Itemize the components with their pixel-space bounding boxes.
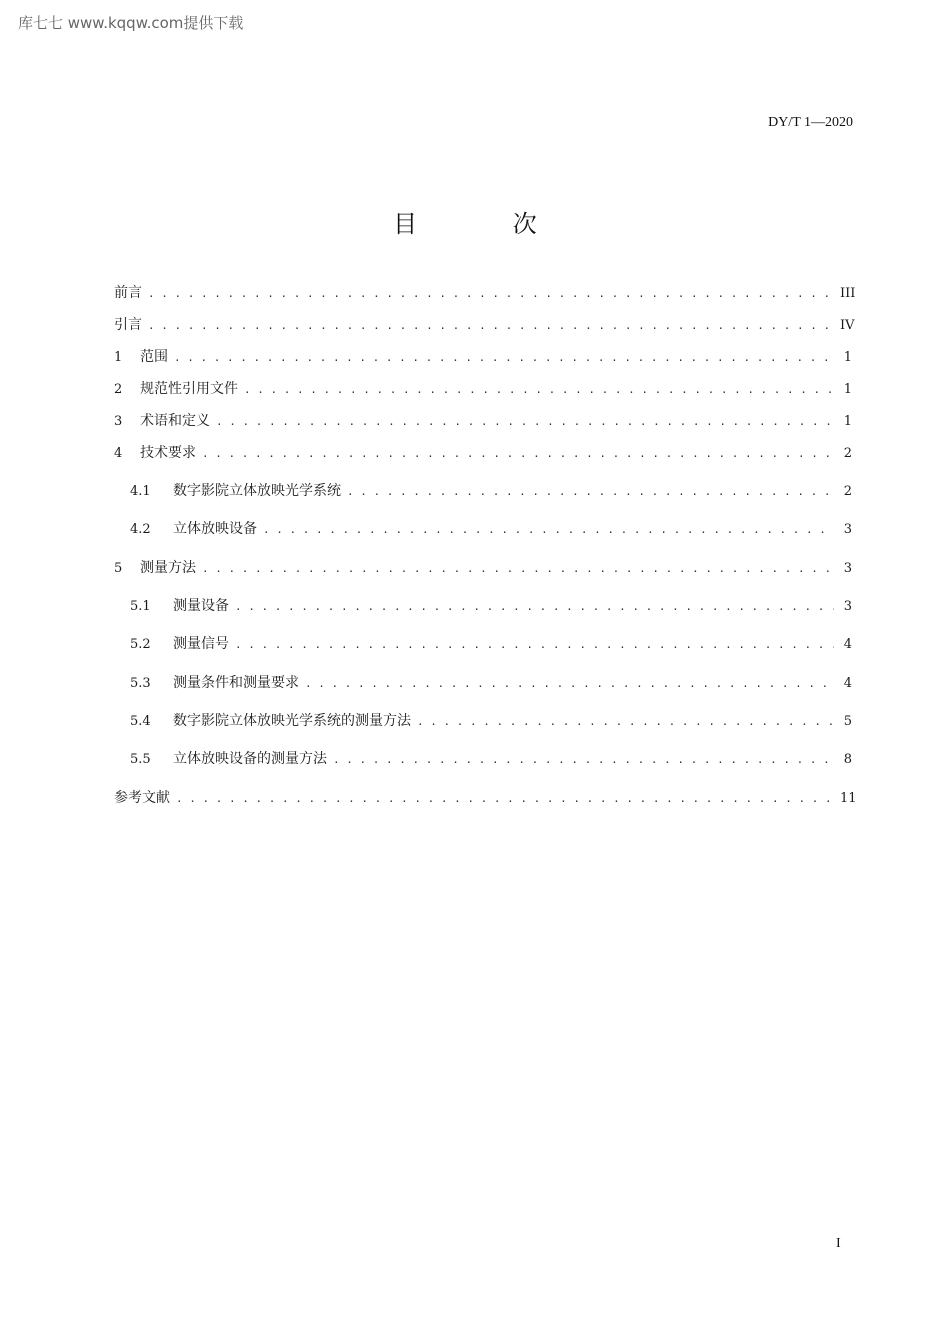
toc-entry-title: 术语和定义 <box>140 413 210 429</box>
toc-entry-page: 3 <box>843 522 852 537</box>
toc-entry[interactable] <box>114 481 852 502</box>
toc-entry-page: 4 <box>843 637 852 652</box>
toc-entry-number: 4 <box>114 446 123 461</box>
toc-entry-number: 5.4 <box>130 714 151 729</box>
toc-dot-leader <box>417 712 834 732</box>
toc-entry-title: 测量方法 <box>140 560 196 576</box>
toc-entry-number: 5.3 <box>130 676 151 691</box>
toc-dot-leader <box>235 635 834 655</box>
page-number: I <box>836 1236 841 1251</box>
toc-entry-title: 规范性引用文件 <box>140 381 238 397</box>
toc-entry-number: 4.1 <box>130 484 151 499</box>
toc-entry[interactable] <box>114 711 852 732</box>
toc-dot-leader <box>202 444 834 464</box>
toc-entry-number: 2 <box>114 382 123 397</box>
toc-entry[interactable] <box>114 558 852 579</box>
toc-dot-leader <box>148 284 834 304</box>
toc-entry-page: 3 <box>843 599 852 614</box>
toc-entry-page: 11 <box>840 791 857 806</box>
toc-entry[interactable] <box>114 749 852 770</box>
toc-entry-number: 5.5 <box>130 752 151 767</box>
toc-entry[interactable] <box>114 283 856 304</box>
toc-entry-number: 3 <box>114 414 123 429</box>
toc-dot-leader <box>333 750 834 770</box>
toc-entry-number: 5.2 <box>130 637 151 652</box>
toc-entry-title: 立体放映设备 <box>173 521 257 537</box>
toc-entry-title: 立体放映设备的测量方法 <box>173 751 327 767</box>
toc-entry-title: 引言 <box>114 317 142 333</box>
toc-dot-leader <box>305 674 834 694</box>
toc-entry-title: 测量信号 <box>173 636 229 652</box>
toc-entry-title: 测量条件和测量要求 <box>173 675 299 691</box>
toc-entry-title: 范围 <box>140 349 168 365</box>
toc-dot-leader <box>347 482 834 502</box>
toc-entry[interactable] <box>114 411 852 432</box>
toc-entry-title: 测量设备 <box>173 598 229 614</box>
toc-entry-page: 2 <box>843 484 852 499</box>
toc-dot-leader <box>244 380 834 400</box>
toc-entry[interactable] <box>114 596 852 617</box>
standard-code: DY/T 1—2020 <box>768 115 853 130</box>
toc-entry-title: 数字影院立体放映光学系统的测量方法 <box>173 713 411 729</box>
watermark-text: 库七七 www.kqqw.com提供下载 <box>18 14 244 32</box>
toc-entry[interactable] <box>114 315 855 336</box>
toc-entry-page: 1 <box>843 382 852 397</box>
toc-entry[interactable] <box>114 443 852 464</box>
toc-entry[interactable] <box>114 519 852 540</box>
toc-dot-leader <box>202 559 834 579</box>
toc-entry[interactable] <box>114 347 852 368</box>
toc-dot-leader <box>174 348 834 368</box>
toc-entry-number: 5 <box>114 561 123 576</box>
toc-dot-leader <box>148 316 834 336</box>
toc-entry[interactable] <box>114 634 852 655</box>
toc-entry-page: 5 <box>843 714 852 729</box>
toc-entry-number: 1 <box>114 350 123 365</box>
toc-entry-page: 1 <box>843 350 852 365</box>
page-title: 目 次 <box>393 210 581 238</box>
toc-dot-leader <box>176 789 834 809</box>
toc-entry-number: 4.2 <box>130 522 151 537</box>
toc-entry-title: 参考文献 <box>114 790 170 806</box>
toc-entry-page: 4 <box>843 676 852 691</box>
toc-entry-title: 技术要求 <box>140 445 196 461</box>
toc-entry-title: 数字影院立体放映光学系统 <box>173 483 341 499</box>
toc-entry-page: III <box>840 286 856 301</box>
toc-entry-page: 2 <box>843 446 852 461</box>
toc-entry-page: 8 <box>843 752 852 767</box>
toc-entry-title: 前言 <box>114 285 142 301</box>
toc-entry-page: IV <box>840 318 855 333</box>
toc-dot-leader <box>263 520 834 540</box>
toc-entry[interactable] <box>114 673 852 694</box>
toc-dot-leader <box>216 412 834 432</box>
toc-entry[interactable] <box>114 379 852 400</box>
toc-entry-page: 1 <box>843 414 852 429</box>
toc-entry-number: 5.1 <box>130 599 151 614</box>
toc-dot-leader <box>235 597 834 617</box>
table-of-contents <box>114 283 857 809</box>
toc-entry[interactable] <box>114 788 857 809</box>
toc-entry-page: 3 <box>843 561 852 576</box>
